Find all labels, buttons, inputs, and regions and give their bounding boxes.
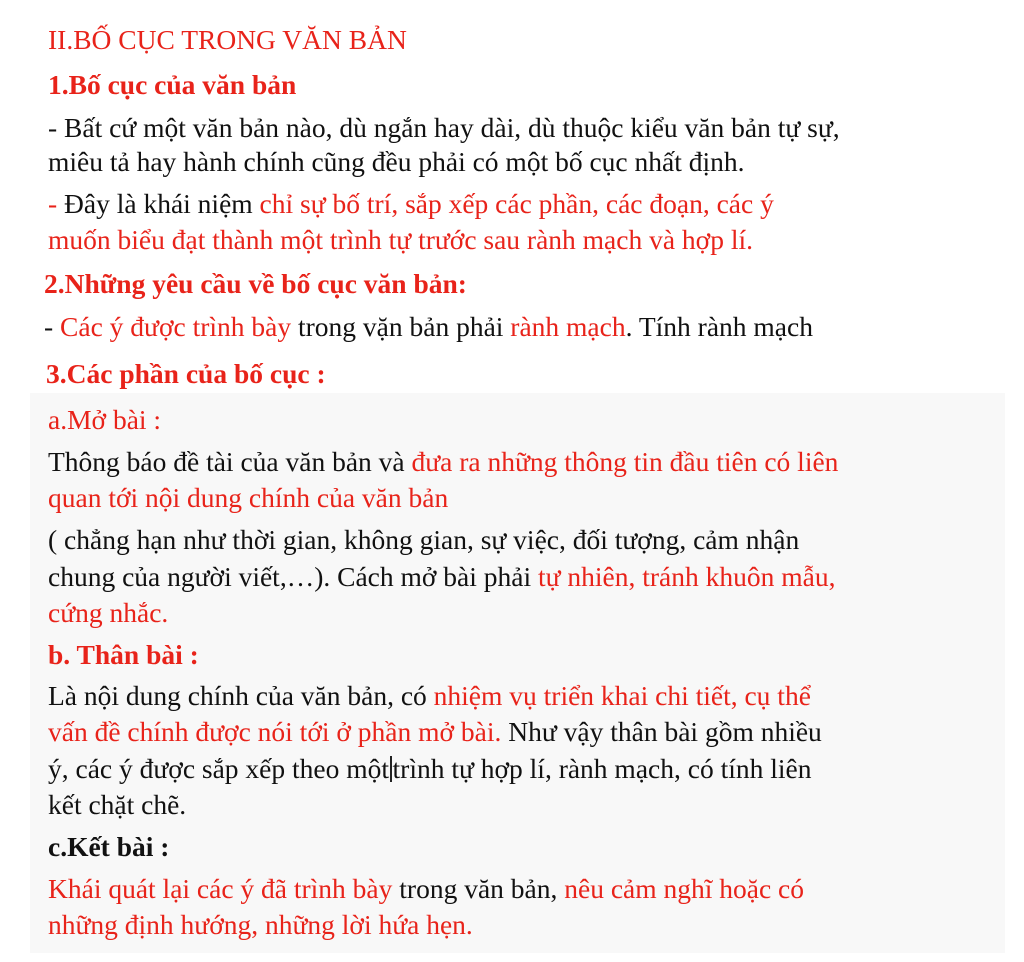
- a-line-1-red: đưa ra những thông tin đầu tiên có liên: [411, 446, 839, 477]
- a-line-1-black: Thông báo đề tài của văn bản và: [48, 446, 412, 477]
- b-line-2: [48, 714, 822, 750]
- b-line-3-a: ý, các ý được sắp xếp theo một: [48, 753, 390, 784]
- p1-line-1: - Bất cứ một văn bản nào, dù ngắn hay dài, dù thuộc kiểu văn bản tự sự,: [48, 112, 840, 143]
- p3-black-1: trong vặn bản phải: [291, 311, 511, 342]
- b-line-4: kết chặt chẽ.: [48, 789, 187, 820]
- a-line-4: [48, 559, 835, 595]
- p3-red-1: Các ý được trình bày: [60, 311, 292, 342]
- b-line-3-b: trình tự hợp lí, rành mạch, có tính liên: [392, 753, 812, 784]
- b-line-1-red: nhiệm vụ triển khai chi tiết, cụ thể: [433, 680, 811, 711]
- b-line-2-black: Như vậy thân bài gồm nhiều: [501, 716, 822, 747]
- a-line-3: ( chẳng hạn như thời gian, không gian, sự việc, đối tượng, cảm nhận: [48, 524, 800, 555]
- a-line-4-red: tự nhiên, tránh khuôn mẫu,: [537, 561, 836, 592]
- a-line-1: [48, 444, 838, 480]
- b-line-1: [48, 678, 811, 714]
- heading-3: 3.Các phần của bố cục :: [46, 358, 326, 389]
- a-line-2: quan tới nội dung chính của văn bản: [48, 482, 449, 513]
- b-heading: b. Thân bài :: [48, 639, 199, 670]
- p2-line-1: [48, 186, 774, 222]
- b-line-1-black: Là nội dung chính của văn bản, có: [48, 680, 434, 711]
- p2-dash: -: [48, 188, 65, 219]
- c-heading: c.Kết bài :: [48, 831, 170, 862]
- p3-dash: -: [44, 311, 61, 342]
- a-line-5: cứng nhắc.: [48, 597, 169, 628]
- p1-line-2: miêu tả hay hành chính cũng đều phải có một bố cục nhất định.: [48, 146, 745, 177]
- p3-line-1: [44, 309, 813, 345]
- text-cursor: [390, 756, 392, 782]
- c-line-1-black: trong văn bản,: [392, 873, 565, 904]
- b-line-2-red: vấn đề chính được nói tới ở phần mở bài.: [48, 716, 502, 747]
- a-heading: a.Mở bài :: [48, 404, 162, 435]
- c-line-2: những định hướng, những lời hứa hẹn.: [48, 909, 473, 940]
- p2-line-2: muốn biểu đạt thành một trình tự trước sau rành mạch và hợp lí.: [48, 224, 753, 255]
- a-line-4-black: chung của người viết,…). Cách mở bài phải: [48, 561, 538, 592]
- b-line-3: [48, 751, 811, 787]
- p2-text-red: chỉ sự bố trí, sắp xếp các phần, các đoạn, các ý: [259, 188, 774, 219]
- c-line-1: [48, 871, 804, 907]
- c-line-1-red-2: nêu cảm nghĩ hoặc có: [564, 873, 804, 904]
- p3-black-2: . Tính rành mạch: [625, 311, 813, 342]
- heading-2: 2.Những yêu cầu về bố cục văn bản:: [44, 268, 467, 299]
- p3-red-2: rành mạch: [510, 311, 626, 342]
- heading-1: 1.Bố cục của văn bản: [48, 69, 297, 100]
- p2-text-black: Đây là khái niệm: [64, 188, 260, 219]
- section-title: II.BỐ CỤC TRONG VĂN BẢN: [48, 24, 407, 55]
- c-line-1-red-1: Khái quát lại các ý đã trình bày: [48, 873, 393, 904]
